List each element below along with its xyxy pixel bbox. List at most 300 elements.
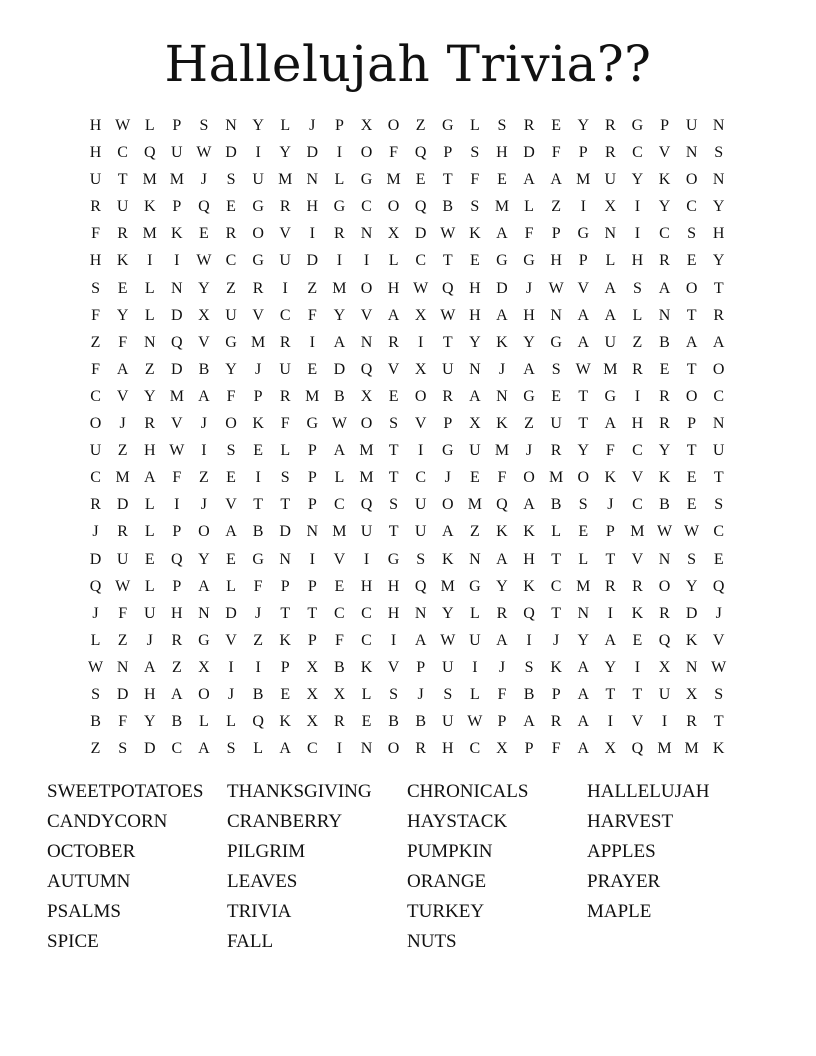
grid-letter[interactable]: O bbox=[360, 279, 373, 297]
grid-letter[interactable]: N bbox=[360, 740, 373, 758]
grid-letter[interactable]: T bbox=[686, 442, 697, 460]
grid-letter[interactable]: H bbox=[143, 685, 156, 703]
grid-letter[interactable]: F bbox=[551, 144, 561, 162]
grid-letter[interactable]: S bbox=[389, 685, 399, 703]
grid-letter[interactable]: N bbox=[550, 306, 562, 324]
grid-letter[interactable]: D bbox=[306, 252, 319, 270]
grid-letter[interactable]: L bbox=[361, 685, 372, 703]
grid-letter[interactable]: V bbox=[658, 144, 671, 162]
grid-letter[interactable]: Y bbox=[333, 306, 346, 324]
grid-letter[interactable]: V bbox=[577, 279, 590, 297]
grid-letter[interactable]: R bbox=[604, 117, 616, 134]
grid-letter[interactable]: A bbox=[198, 387, 210, 405]
grid-letter[interactable]: T bbox=[253, 496, 263, 514]
grid-letter[interactable]: E bbox=[117, 279, 128, 297]
grid-letter[interactable]: I bbox=[607, 604, 613, 622]
grid-letter[interactable]: L bbox=[144, 306, 155, 324]
grid-letter[interactable]: F bbox=[389, 144, 399, 162]
grid-letter[interactable]: R bbox=[117, 523, 128, 541]
grid-letter[interactable]: K bbox=[685, 631, 698, 649]
grid-letter[interactable]: D bbox=[116, 685, 129, 703]
grid-letter[interactable]: W bbox=[467, 713, 483, 731]
grid-letter[interactable]: V bbox=[631, 550, 644, 568]
grid-letter[interactable]: M bbox=[278, 171, 293, 189]
grid-letter[interactable]: H bbox=[631, 252, 644, 270]
grid-letter[interactable]: N bbox=[116, 658, 129, 676]
grid-letter[interactable]: P bbox=[307, 469, 317, 487]
grid-letter[interactable]: D bbox=[171, 306, 183, 324]
grid-letter[interactable]: W bbox=[115, 117, 131, 134]
grid-letter[interactable]: N bbox=[712, 171, 725, 189]
grid-letter[interactable]: Q bbox=[252, 713, 264, 731]
grid-letter[interactable]: W bbox=[548, 279, 564, 297]
grid-letter[interactable]: R bbox=[604, 577, 616, 595]
grid-letter[interactable]: A bbox=[658, 279, 671, 297]
grid-letter[interactable]: Z bbox=[524, 415, 534, 433]
grid-letter[interactable]: K bbox=[523, 577, 535, 595]
grid-letter[interactable]: I bbox=[336, 252, 343, 270]
grid-letter[interactable]: J bbox=[119, 415, 126, 433]
grid-letter[interactable]: O bbox=[225, 415, 237, 433]
grid-letter[interactable]: H bbox=[631, 415, 644, 433]
grid-letter[interactable]: E bbox=[226, 550, 236, 568]
grid-letter[interactable]: O bbox=[198, 685, 210, 703]
grid-letter[interactable]: Y bbox=[577, 117, 590, 134]
grid-letter[interactable]: L bbox=[469, 604, 480, 622]
grid-letter[interactable]: E bbox=[280, 685, 291, 703]
grid-letter[interactable]: H bbox=[469, 279, 481, 297]
grid-letter[interactable]: K bbox=[496, 415, 508, 433]
grid-letter[interactable]: M bbox=[603, 360, 618, 378]
grid-letter[interactable]: D bbox=[496, 279, 508, 297]
grid-letter[interactable]: Q bbox=[441, 279, 454, 297]
grid-letter[interactable]: K bbox=[631, 604, 644, 622]
grid-letter[interactable]: R bbox=[659, 252, 670, 270]
grid-letter[interactable]: N bbox=[143, 333, 156, 351]
grid-letter[interactable]: N bbox=[577, 604, 590, 622]
grid-letter[interactable]: X bbox=[658, 658, 671, 676]
grid-letter[interactable]: Z bbox=[171, 658, 182, 676]
grid-letter[interactable]: E bbox=[551, 387, 562, 405]
grid-letter[interactable]: S bbox=[91, 685, 100, 703]
grid-letter[interactable]: X bbox=[198, 306, 210, 324]
grid-letter[interactable]: L bbox=[253, 740, 263, 758]
grid-letter[interactable]: W bbox=[440, 225, 456, 243]
grid-letter[interactable]: V bbox=[171, 415, 183, 433]
grid-letter[interactable]: K bbox=[496, 523, 508, 541]
grid-letter[interactable]: K bbox=[441, 550, 454, 568]
grid-letter[interactable]: U bbox=[550, 415, 562, 433]
grid-letter[interactable]: Y bbox=[116, 306, 129, 324]
grid-letter[interactable]: A bbox=[523, 171, 535, 189]
grid-letter[interactable]: E bbox=[226, 469, 236, 487]
grid-letter[interactable]: E bbox=[578, 523, 589, 541]
grid-letter[interactable]: R bbox=[90, 496, 101, 514]
grid-letter[interactable]: R bbox=[171, 631, 183, 649]
grid-letter[interactable]: T bbox=[713, 279, 724, 297]
grid-letter[interactable]: Y bbox=[712, 252, 725, 270]
grid-letter[interactable]: H bbox=[89, 252, 102, 270]
grid-letter[interactable]: I bbox=[174, 496, 180, 514]
grid-letter[interactable]: E bbox=[713, 550, 724, 568]
grid-letter[interactable]: F bbox=[118, 333, 128, 351]
grid-letter[interactable]: C bbox=[713, 523, 725, 541]
grid-letter[interactable]: Q bbox=[523, 604, 535, 622]
grid-letter[interactable]: U bbox=[469, 631, 481, 649]
grid-letter[interactable]: O bbox=[198, 523, 210, 541]
grid-letter[interactable]: T bbox=[713, 469, 724, 487]
grid-letter[interactable]: N bbox=[198, 604, 210, 622]
grid-letter[interactable]: J bbox=[553, 631, 560, 649]
grid-letter[interactable]: E bbox=[686, 496, 697, 514]
grid-letter[interactable]: O bbox=[712, 360, 725, 378]
grid-letter[interactable]: U bbox=[712, 442, 725, 460]
grid-letter[interactable]: B bbox=[252, 685, 264, 703]
grid-letter[interactable]: I bbox=[634, 658, 641, 676]
grid-letter[interactable]: V bbox=[198, 333, 210, 351]
grid-letter[interactable]: U bbox=[279, 360, 291, 378]
grid-letter[interactable]: W bbox=[440, 631, 456, 649]
grid-letter[interactable]: L bbox=[199, 713, 209, 731]
grid-letter[interactable]: Y bbox=[658, 442, 671, 460]
grid-letter[interactable]: Q bbox=[496, 496, 508, 514]
grid-letter[interactable]: B bbox=[334, 387, 345, 405]
grid-letter[interactable]: S bbox=[443, 685, 453, 703]
grid-letter[interactable]: R bbox=[496, 604, 508, 622]
grid-letter[interactable]: T bbox=[117, 171, 128, 189]
grid-letter[interactable]: J bbox=[146, 631, 153, 649]
grid-letter[interactable]: R bbox=[550, 442, 562, 460]
grid-letter[interactable]: N bbox=[658, 550, 671, 568]
grid-letter[interactable]: X bbox=[198, 658, 210, 676]
grid-letter[interactable]: Y bbox=[198, 279, 210, 297]
grid-letter[interactable]: R bbox=[523, 117, 535, 134]
grid-letter[interactable]: I bbox=[309, 550, 315, 568]
grid-letter[interactable]: G bbox=[333, 198, 346, 216]
grid-letter[interactable]: A bbox=[116, 360, 129, 378]
grid-letter[interactable]: U bbox=[604, 333, 617, 351]
grid-letter[interactable]: Y bbox=[143, 387, 156, 405]
grid-letter[interactable]: G bbox=[441, 442, 454, 460]
grid-letter[interactable]: C bbox=[90, 469, 101, 487]
grid-letter[interactable]: S bbox=[226, 442, 236, 460]
grid-letter[interactable]: E bbox=[388, 387, 399, 405]
grid-letter[interactable]: G bbox=[225, 333, 237, 351]
grid-letter[interactable]: L bbox=[578, 550, 589, 568]
grid-letter[interactable]: W bbox=[711, 658, 727, 676]
grid-letter[interactable]: J bbox=[444, 469, 451, 487]
grid-letter[interactable]: B bbox=[388, 713, 399, 731]
grid-letter[interactable]: R bbox=[279, 198, 291, 216]
grid-letter[interactable]: M bbox=[169, 387, 184, 405]
grid-letter[interactable]: P bbox=[172, 117, 182, 134]
grid-letter[interactable]: Z bbox=[415, 117, 426, 134]
grid-letter[interactable]: A bbox=[577, 306, 590, 324]
grid-letter[interactable]: O bbox=[414, 387, 427, 405]
grid-letter[interactable]: K bbox=[523, 523, 535, 541]
grid-letter[interactable]: B bbox=[523, 685, 535, 703]
grid-letter[interactable]: C bbox=[659, 225, 670, 243]
grid-letter[interactable]: L bbox=[551, 523, 562, 541]
grid-letter[interactable]: X bbox=[306, 685, 319, 703]
grid-letter[interactable]: K bbox=[116, 252, 129, 270]
grid-letter[interactable]: R bbox=[686, 713, 697, 731]
grid-letter[interactable]: X bbox=[360, 387, 373, 405]
grid-letter[interactable]: A bbox=[604, 415, 617, 433]
grid-letter[interactable]: D bbox=[279, 523, 291, 541]
grid-letter[interactable]: G bbox=[577, 225, 590, 243]
grid-letter[interactable]: O bbox=[577, 469, 590, 487]
grid-letter[interactable]: I bbox=[607, 713, 613, 731]
grid-letter[interactable]: J bbox=[200, 415, 208, 433]
grid-letter[interactable]: M bbox=[684, 740, 699, 758]
grid-letter[interactable]: A bbox=[496, 631, 508, 649]
grid-letter[interactable]: N bbox=[712, 415, 725, 433]
grid-letter[interactable]: X bbox=[496, 740, 508, 758]
grid-letter[interactable]: R bbox=[334, 225, 345, 243]
grid-letter[interactable]: D bbox=[414, 225, 427, 243]
grid-letter[interactable]: T bbox=[713, 713, 724, 731]
grid-letter[interactable]: S bbox=[714, 144, 724, 162]
grid-letter[interactable]: F bbox=[470, 171, 480, 189]
grid-letter[interactable]: U bbox=[171, 144, 183, 162]
grid-letter[interactable]: G bbox=[631, 117, 644, 134]
grid-letter[interactable]: S bbox=[389, 415, 399, 433]
grid-letter[interactable]: A bbox=[333, 442, 346, 460]
grid-letter[interactable]: V bbox=[225, 631, 237, 649]
grid-letter[interactable]: L bbox=[632, 306, 643, 324]
grid-letter[interactable]: K bbox=[658, 171, 671, 189]
grid-letter[interactable]: K bbox=[279, 713, 291, 731]
grid-letter[interactable]: C bbox=[306, 740, 318, 758]
grid-letter[interactable]: U bbox=[441, 658, 454, 676]
grid-letter[interactable]: J bbox=[254, 360, 262, 378]
grid-letter[interactable]: E bbox=[686, 252, 697, 270]
grid-letter[interactable]: C bbox=[361, 198, 372, 216]
grid-letter[interactable]: X bbox=[604, 198, 617, 216]
grid-letter[interactable]: C bbox=[171, 740, 183, 758]
grid-letter[interactable]: H bbox=[441, 740, 454, 758]
grid-letter[interactable]: P bbox=[307, 577, 317, 595]
grid-letter[interactable]: I bbox=[336, 144, 343, 162]
grid-letter[interactable]: E bbox=[334, 577, 345, 595]
grid-letter[interactable]: K bbox=[171, 225, 183, 243]
grid-letter[interactable]: H bbox=[306, 198, 319, 216]
grid-letter[interactable]: Y bbox=[604, 658, 617, 676]
grid-letter[interactable]: S bbox=[687, 550, 697, 568]
grid-letter[interactable]: A bbox=[414, 631, 427, 649]
grid-letter[interactable]: X bbox=[306, 713, 319, 731]
grid-letter[interactable]: Y bbox=[577, 631, 590, 649]
grid-letter[interactable]: I bbox=[255, 469, 261, 487]
grid-letter[interactable]: M bbox=[576, 577, 591, 595]
grid-letter[interactable]: L bbox=[226, 713, 236, 731]
grid-letter[interactable]: R bbox=[334, 713, 345, 731]
grid-letter[interactable]: J bbox=[417, 685, 424, 703]
grid-letter[interactable]: A bbox=[523, 496, 535, 514]
grid-letter[interactable]: U bbox=[414, 496, 427, 514]
grid-letter[interactable]: A bbox=[279, 740, 291, 758]
grid-letter[interactable]: Z bbox=[226, 279, 236, 297]
grid-letter[interactable]: V bbox=[360, 306, 373, 324]
grid-letter[interactable]: Z bbox=[90, 740, 101, 758]
grid-letter[interactable]: A bbox=[496, 225, 508, 243]
grid-letter[interactable]: S bbox=[524, 658, 534, 676]
grid-letter[interactable]: K bbox=[360, 658, 373, 676]
grid-letter[interactable]: F bbox=[497, 685, 507, 703]
grid-letter[interactable]: U bbox=[414, 523, 427, 541]
grid-letter[interactable]: W bbox=[684, 523, 700, 541]
grid-letter[interactable]: S bbox=[632, 279, 642, 297]
grid-letter[interactable]: G bbox=[360, 171, 373, 189]
grid-letter[interactable]: N bbox=[658, 306, 671, 324]
grid-letter[interactable]: W bbox=[413, 279, 429, 297]
grid-letter[interactable]: B bbox=[90, 713, 101, 731]
grid-letter[interactable]: A bbox=[604, 631, 617, 649]
grid-letter[interactable]: T bbox=[280, 604, 291, 622]
grid-letter[interactable]: W bbox=[331, 415, 347, 433]
grid-letter[interactable]: G bbox=[604, 387, 617, 405]
grid-letter[interactable]: X bbox=[360, 117, 373, 134]
grid-letter[interactable]: L bbox=[334, 469, 345, 487]
grid-letter[interactable]: G bbox=[523, 387, 535, 405]
grid-letter[interactable]: G bbox=[441, 117, 454, 134]
grid-letter[interactable]: A bbox=[143, 658, 156, 676]
grid-letter[interactable]: L bbox=[280, 117, 291, 134]
grid-letter[interactable]: P bbox=[443, 415, 453, 433]
grid-letter[interactable]: Y bbox=[658, 198, 671, 216]
grid-letter[interactable]: T bbox=[686, 360, 697, 378]
grid-letter[interactable]: Y bbox=[712, 198, 725, 216]
grid-letter[interactable]: U bbox=[441, 713, 454, 731]
grid-letter[interactable]: E bbox=[415, 171, 426, 189]
grid-letter[interactable]: P bbox=[497, 713, 507, 731]
grid-letter[interactable]: C bbox=[632, 442, 643, 460]
grid-letter[interactable]: H bbox=[360, 577, 373, 595]
grid-letter[interactable]: W bbox=[196, 252, 212, 270]
grid-letter[interactable]: P bbox=[551, 685, 561, 703]
grid-letter[interactable]: O bbox=[387, 740, 400, 758]
grid-letter[interactable]: V bbox=[252, 306, 264, 324]
grid-letter[interactable]: N bbox=[604, 225, 617, 243]
grid-letter[interactable]: I bbox=[147, 252, 153, 270]
grid-letter[interactable]: U bbox=[116, 198, 129, 216]
grid-letter[interactable]: O bbox=[360, 415, 373, 433]
grid-letter[interactable]: A bbox=[685, 333, 698, 351]
grid-letter[interactable]: N bbox=[306, 171, 319, 189]
grid-letter[interactable]: U bbox=[658, 685, 671, 703]
grid-letter[interactable]: I bbox=[201, 442, 207, 460]
grid-letter[interactable]: E bbox=[199, 225, 209, 243]
grid-letter[interactable]: A bbox=[577, 685, 590, 703]
grid-letter[interactable]: Y bbox=[496, 577, 508, 595]
grid-letter[interactable]: G bbox=[198, 631, 210, 649]
grid-letter[interactable]: A bbox=[387, 306, 400, 324]
grid-letter[interactable]: O bbox=[685, 279, 698, 297]
grid-letter[interactable]: U bbox=[116, 550, 129, 568]
grid-letter[interactable]: K bbox=[279, 631, 291, 649]
grid-letter[interactable]: R bbox=[117, 225, 128, 243]
grid-letter[interactable]: H bbox=[523, 550, 535, 568]
grid-letter[interactable]: N bbox=[306, 523, 319, 541]
grid-letter[interactable]: V bbox=[279, 225, 291, 243]
grid-letter[interactable]: G bbox=[387, 550, 400, 568]
grid-letter[interactable]: D bbox=[89, 550, 102, 568]
grid-letter[interactable]: L bbox=[469, 117, 480, 134]
grid-letter[interactable]: E bbox=[497, 171, 507, 189]
grid-letter[interactable]: F bbox=[524, 225, 534, 243]
grid-letter[interactable]: P bbox=[687, 415, 697, 433]
grid-letter[interactable]: F bbox=[226, 387, 236, 405]
grid-letter[interactable]: R bbox=[659, 415, 670, 433]
grid-letter[interactable]: Z bbox=[307, 279, 318, 297]
grid-letter[interactable]: W bbox=[87, 658, 104, 676]
grid-letter[interactable]: J bbox=[498, 658, 506, 676]
grid-letter[interactable]: H bbox=[387, 279, 400, 297]
grid-letter[interactable]: X bbox=[685, 685, 698, 703]
grid-letter[interactable]: H bbox=[387, 577, 400, 595]
grid-letter[interactable]: C bbox=[334, 496, 345, 514]
grid-letter[interactable]: R bbox=[415, 740, 426, 758]
grid-letter[interactable]: U bbox=[441, 360, 454, 378]
grid-letter[interactable]: Z bbox=[253, 631, 263, 649]
grid-letter[interactable]: W bbox=[575, 360, 591, 378]
grid-letter[interactable]: C bbox=[279, 306, 291, 324]
grid-letter[interactable]: T bbox=[605, 550, 616, 568]
grid-letter[interactable]: Q bbox=[414, 198, 427, 216]
grid-letter[interactable]: W bbox=[169, 442, 185, 460]
grid-letter[interactable]: H bbox=[523, 306, 535, 324]
grid-letter[interactable]: X bbox=[306, 658, 319, 676]
grid-letter[interactable]: I bbox=[363, 252, 370, 270]
grid-letter[interactable]: V bbox=[116, 387, 129, 405]
grid-letter[interactable]: A bbox=[577, 740, 590, 758]
grid-letter[interactable]: V bbox=[712, 631, 725, 649]
grid-letter[interactable]: B bbox=[659, 333, 670, 351]
grid-letter[interactable]: A bbox=[577, 333, 590, 351]
grid-letter[interactable]: T bbox=[442, 333, 453, 351]
grid-letter[interactable]: H bbox=[550, 252, 562, 270]
grid-letter[interactable]: K bbox=[496, 333, 508, 351]
grid-letter[interactable]: K bbox=[143, 198, 156, 216]
grid-letter[interactable]: Y bbox=[577, 442, 590, 460]
grid-letter[interactable]: V bbox=[387, 360, 400, 378]
grid-letter[interactable]: Q bbox=[360, 360, 373, 378]
grid-letter[interactable]: B bbox=[334, 658, 345, 676]
grid-letter[interactable]: Y bbox=[225, 360, 237, 378]
grid-letter[interactable]: F bbox=[172, 469, 182, 487]
grid-letter[interactable]: F bbox=[605, 442, 615, 460]
grid-letter[interactable]: M bbox=[576, 171, 591, 189]
grid-letter[interactable]: A bbox=[577, 713, 590, 731]
grid-letter[interactable]: E bbox=[659, 360, 670, 378]
grid-letter[interactable]: C bbox=[550, 577, 562, 595]
grid-letter[interactable]: N bbox=[360, 225, 373, 243]
grid-letter[interactable]: M bbox=[142, 171, 157, 189]
grid-letter[interactable]: M bbox=[630, 523, 645, 541]
grid-letter[interactable]: O bbox=[685, 387, 698, 405]
grid-letter[interactable]: A bbox=[550, 171, 562, 189]
grid-letter[interactable]: T bbox=[280, 496, 291, 514]
grid-letter[interactable]: G bbox=[469, 577, 481, 595]
grid-letter[interactable]: T bbox=[551, 550, 562, 568]
grid-letter[interactable]: L bbox=[144, 577, 155, 595]
grid-letter[interactable]: A bbox=[523, 713, 535, 731]
grid-letter[interactable]: R bbox=[632, 577, 643, 595]
grid-letter[interactable]: P bbox=[253, 387, 263, 405]
grid-letter[interactable]: S bbox=[578, 496, 588, 514]
grid-letter[interactable]: C bbox=[225, 252, 237, 270]
